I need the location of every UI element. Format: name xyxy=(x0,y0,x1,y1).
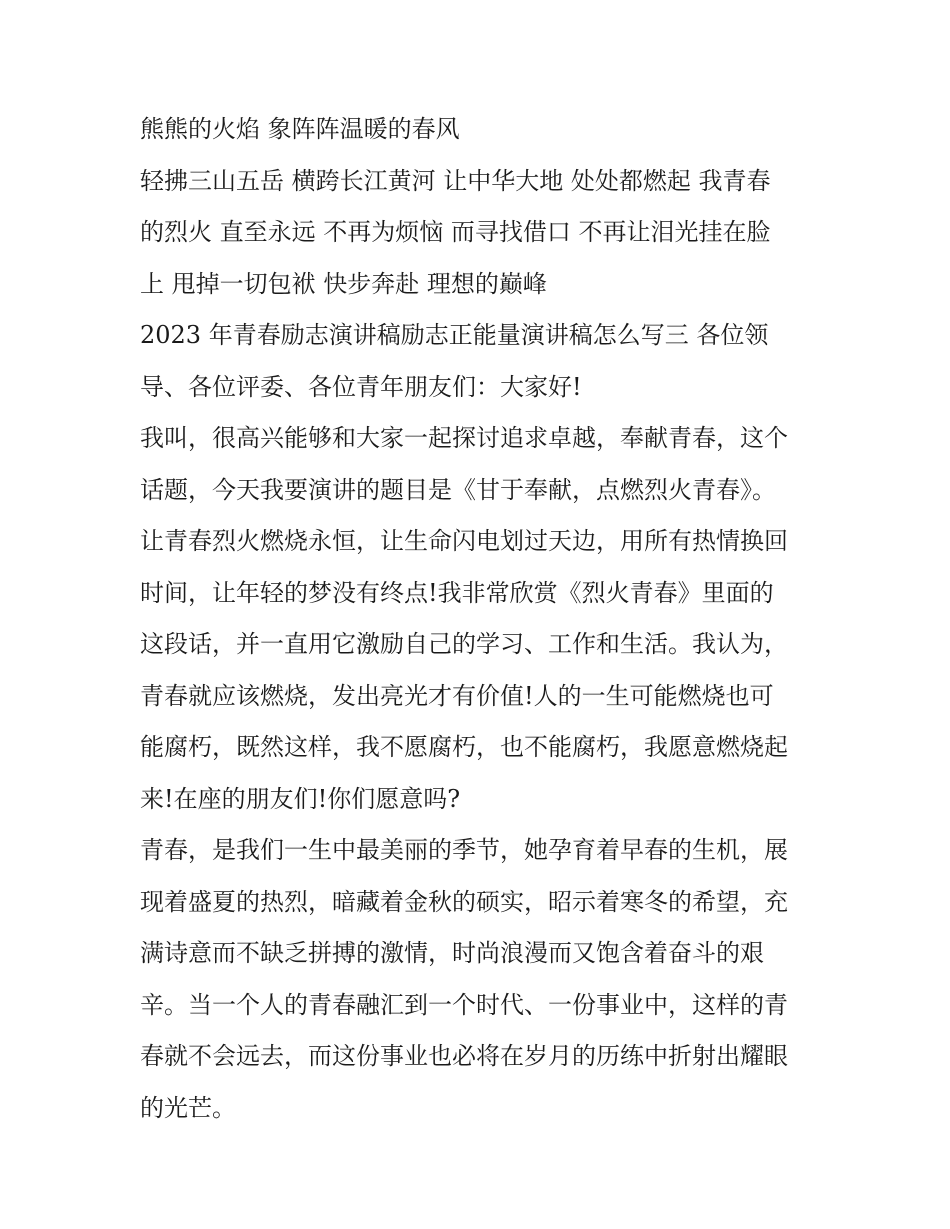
text-line: 青春就应该燃烧，发出亮光才有价值!人的一生可能燃烧也可 xyxy=(140,681,774,710)
text-line: 轻拂三山五岳 横跨长江黄河 让中华大地 处处都燃起 我青春 xyxy=(140,166,771,195)
text-line: 熊熊的火焰 象阵阵温暖的春风 xyxy=(140,115,460,143)
text-line: 我叫，很高兴能够和大家一起探讨追求卓越，奉献青春，这个 xyxy=(140,424,788,452)
text-line: 的烈火 直至永远 不再为烦恼 而寻找借口 不再让泪光挂在脸 xyxy=(140,218,771,246)
text-line: 能腐朽，既然这样，我不愿腐朽，也不能腐朽，我愿意燃烧起 xyxy=(140,733,788,761)
text-line: 这段话，并一直用它激励自己的学习、工作和生活。我认为， xyxy=(140,630,788,658)
text-line: 导、各位评委、各位青年朋友们：大家好! xyxy=(140,372,582,401)
text-line: 的光芒。 xyxy=(140,1093,236,1122)
text-line: 时间，让年轻的梦没有终点!我非常欣赏《烈火青春》里面的 xyxy=(140,578,774,607)
text-line: 让青春烈火燃烧永恒，让生命闪电划过天边，用所有热情换回 xyxy=(140,527,788,555)
text-line: 现着盛夏的热烈，暗藏着金秋的硕实，昭示着寒冬的希望，充 xyxy=(140,887,788,916)
text-line: 话题，今天我要演讲的题目是《甘于奉献，点燃烈火青春》。 xyxy=(140,475,776,504)
text-line: 来!在座的朋友们!你们愿意吗? xyxy=(140,784,461,813)
text-line: 辛。当一个人的青春融汇到一个时代、一份事业中，这样的青 xyxy=(140,990,788,1019)
text-line: 2023 年青春励志演讲稿励志正能量演讲稿怎么写三 各位领 xyxy=(140,321,769,349)
text-line: 春就不会远去，而这份事业也必将在岁月的历练中折射出耀眼 xyxy=(140,1042,788,1070)
text-line: 上 甩掉一切包袱 快步奔赴 理想的巅峰 xyxy=(140,269,547,298)
text-line: 青春，是我们一生中最美丽的季节，她孕育着早春的生机，展 xyxy=(140,836,788,864)
body-text xyxy=(140,104,816,1134)
text-line: 满诗意而不缺乏拼搏的激情，时尚浪漫而又饱含着奋斗的艰 xyxy=(140,939,764,967)
